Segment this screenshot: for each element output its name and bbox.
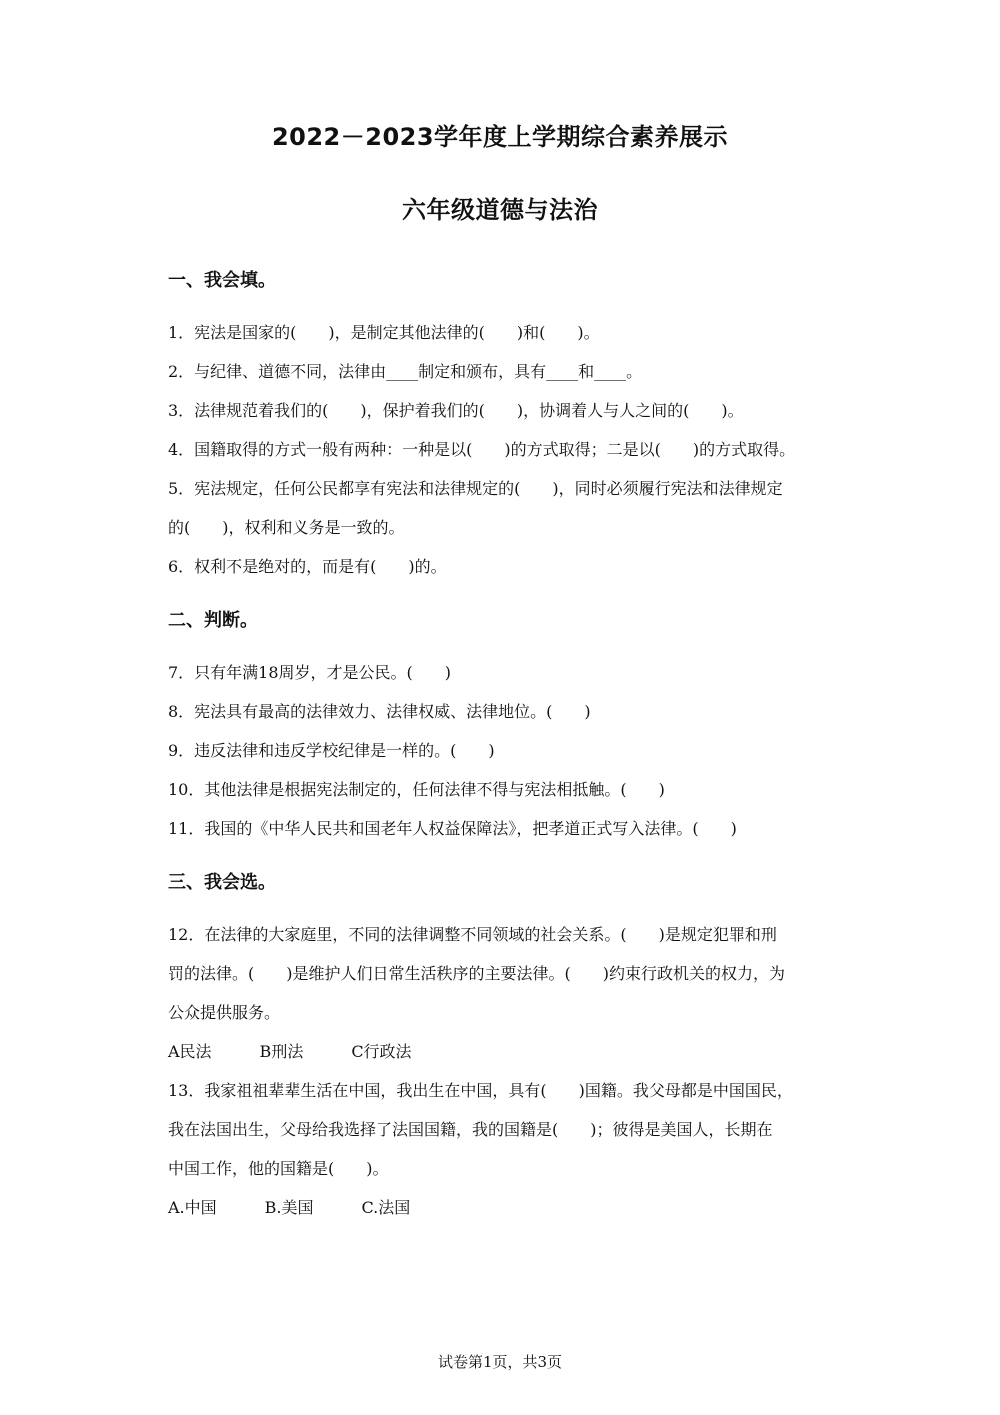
question-line: 我在法国出生，父母给我选择了法国国籍，我的国籍是( )；彼得是美国人，长期在	[168, 1120, 773, 1139]
section-heading-fill: 一、我会填。	[168, 270, 276, 291]
question-line: 3．法律规范着我们的( )，保护着我们的( )，协调着人与人之间的( )。	[168, 401, 744, 420]
answer-options: A.中国 B.美国 C.法国	[168, 1198, 411, 1217]
answer-options: A民法 B刑法 C行政法	[168, 1042, 412, 1061]
question-line: 的( )，权利和义务是一致的。	[168, 518, 405, 537]
page-footer: 试卷第1页，共3页	[437, 1353, 563, 1371]
question-line: 12．在法律的大家庭里，不同的法律调整不同领域的社会关系。( )是规定犯罪和刑	[168, 925, 777, 944]
exam-subtitle: 六年级道德与法治	[402, 196, 598, 224]
section-heading-choose: 三、我会选。	[168, 872, 276, 893]
section-heading-judge: 二、判断。	[168, 610, 258, 631]
question-line: 公众提供服务。	[168, 1003, 281, 1022]
question-line: 9．违反法律和违反学校纪律是一样的。( )	[168, 741, 495, 760]
question-line: 1．宪法是国家的( )，是制定其他法律的( )和( )。	[168, 323, 600, 342]
question-line: 6．权利不是绝对的，而是有( )的。	[168, 557, 447, 576]
exam-title: 2022－2023学年度上学期综合素养展示	[271, 123, 729, 151]
question-line: 13．我家祖祖辈辈生活在中国，我出生在中国，具有( )国籍。我父母都是中国国民，	[168, 1081, 793, 1100]
question-line: 7．只有年满18周岁，才是公民。( )	[168, 663, 452, 682]
question-line: 中国工作，他的国籍是( )。	[168, 1159, 389, 1178]
question-line: 11．我国的《中华人民共和国老年人权益保障法》，把孝道正式写入法律。( )	[168, 819, 737, 838]
question-line: 5．宪法规定，任何公民都享有宪法和法律规定的( )，同时必须履行宪法和法律规定	[168, 479, 783, 498]
question-line: 10．其他法律是根据宪法制定的，任何法律不得与宪法相抵触。( )	[168, 780, 665, 799]
question-line: 4．国籍取得的方式一般有两种：一种是以( )的方式取得；二是以( )的方式取得。	[168, 440, 796, 459]
question-line: 罚的法律。( )是维护人们日常生活秩序的主要法律。( )约束行政机关的权力，为	[168, 964, 785, 983]
question-line: 2．与纪律、道德不同，法律由____制定和颁布，具有____和____。	[168, 362, 643, 381]
question-line: 8．宪法具有最高的法律效力、法律权威、法律地位。( )	[168, 702, 591, 721]
